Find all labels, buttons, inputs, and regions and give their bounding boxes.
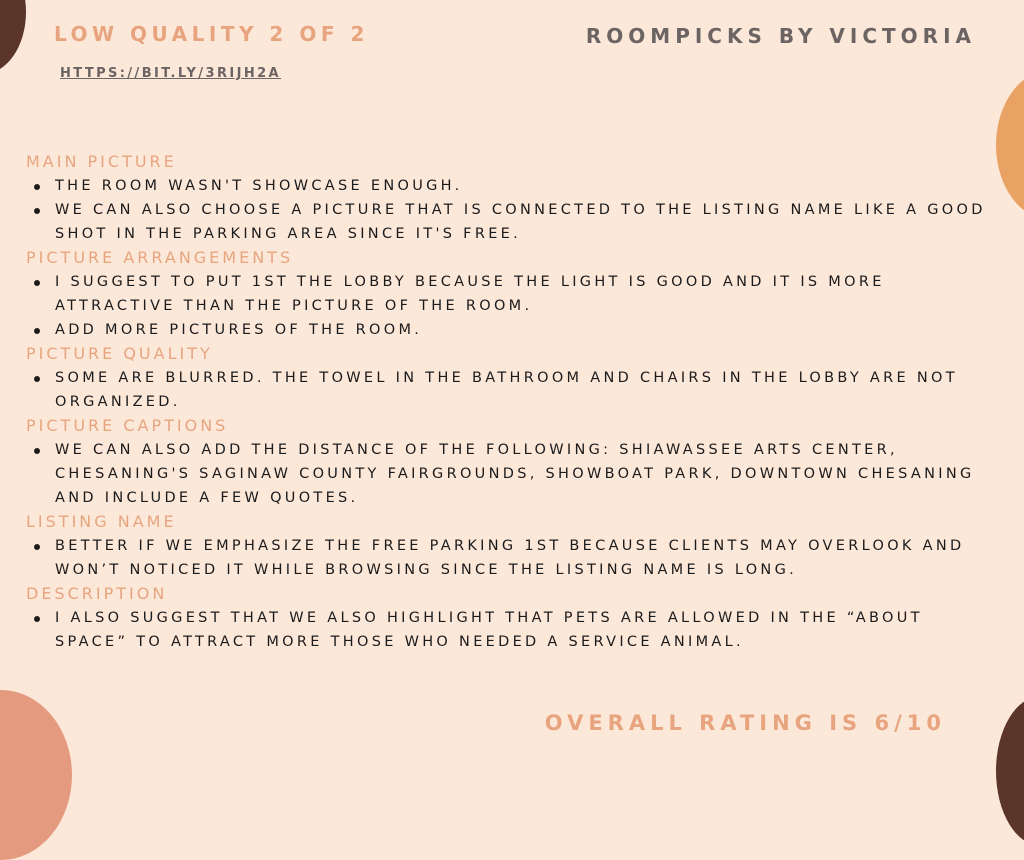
section-heading: DESCRIPTION <box>26 584 168 603</box>
section-picture-arrangements <box>26 246 996 342</box>
section-heading: MAIN PICTURE <box>26 152 177 171</box>
section-heading: LISTING NAME <box>26 512 177 531</box>
section-picture-captions <box>26 414 996 510</box>
decorative-blob-bottom-left <box>0 690 72 860</box>
section-description <box>26 582 996 654</box>
section-main-picture <box>26 150 996 246</box>
page-label: LOW QUALITY 2 OF 2 <box>54 22 369 46</box>
bullet-item: WE CAN ALSO ADD THE DISTANCE OF THE FOLLOWING: SHIAWASSEE ARTS CENTER, CHESANING'S SAGINAW COUNTY FAIRGROUNDS, SHOWBOAT PARK, DOWNTOWN CHESANING AND INCLUDE A FEW QUOTES. <box>26 438 996 510</box>
section-heading: PICTURE CAPTIONS <box>26 416 229 435</box>
bullet-item: SOME ARE BLURRED. THE TOWEL IN THE BATHROOM AND CHAIRS IN THE LOBBY ARE NOT ORGANIZED. <box>26 366 996 414</box>
review-content <box>26 150 996 654</box>
short-link[interactable]: HTTPS://BIT.LY/3RIJH2A <box>60 66 282 81</box>
decorative-blob-right <box>996 70 1024 220</box>
decorative-blob-top-left <box>0 0 26 74</box>
section-listing-name <box>26 510 996 582</box>
section-heading: PICTURE QUALITY <box>26 344 213 363</box>
section-picture-quality <box>26 342 996 414</box>
bullet-item: I ALSO SUGGEST THAT WE ALSO HIGHLIGHT THAT PETS ARE ALLOWED IN THE “ABOUT SPACE” TO ATTRACT MORE THOSE WHO NEEDED A SERVICE ANIMAL. <box>26 606 996 654</box>
brand-title: ROOMPICKS BY VICTORIA <box>585 24 976 48</box>
overall-rating: OVERALL RATING IS 6/10 <box>544 711 946 735</box>
bullet-item: ADD MORE PICTURES OF THE ROOM. <box>26 318 996 342</box>
bullet-item: BETTER IF WE EMPHASIZE THE FREE PARKING 1ST BECAUSE CLIENTS MAY OVERLOOK AND WON’T NOTICED IT WHILE BROWSING SINCE THE LISTING NAME IS LONG. <box>26 534 996 582</box>
section-heading: PICTURE ARRANGEMENTS <box>26 248 294 267</box>
decorative-blob-bottom-right <box>996 696 1024 846</box>
bullet-item: I SUGGEST TO PUT 1ST THE LOBBY BECAUSE THE LIGHT IS GOOD AND IT IS MORE ATTRACTIVE THAN THE PICTURE OF THE ROOM. <box>26 270 996 318</box>
bullet-item: WE CAN ALSO CHOOSE A PICTURE THAT IS CONNECTED TO THE LISTING NAME LIKE A GOOD SHOT IN THE PARKING AREA SINCE IT'S FREE. <box>26 198 996 246</box>
bullet-item: THE ROOM WASN'T SHOWCASE ENOUGH. <box>26 174 996 198</box>
